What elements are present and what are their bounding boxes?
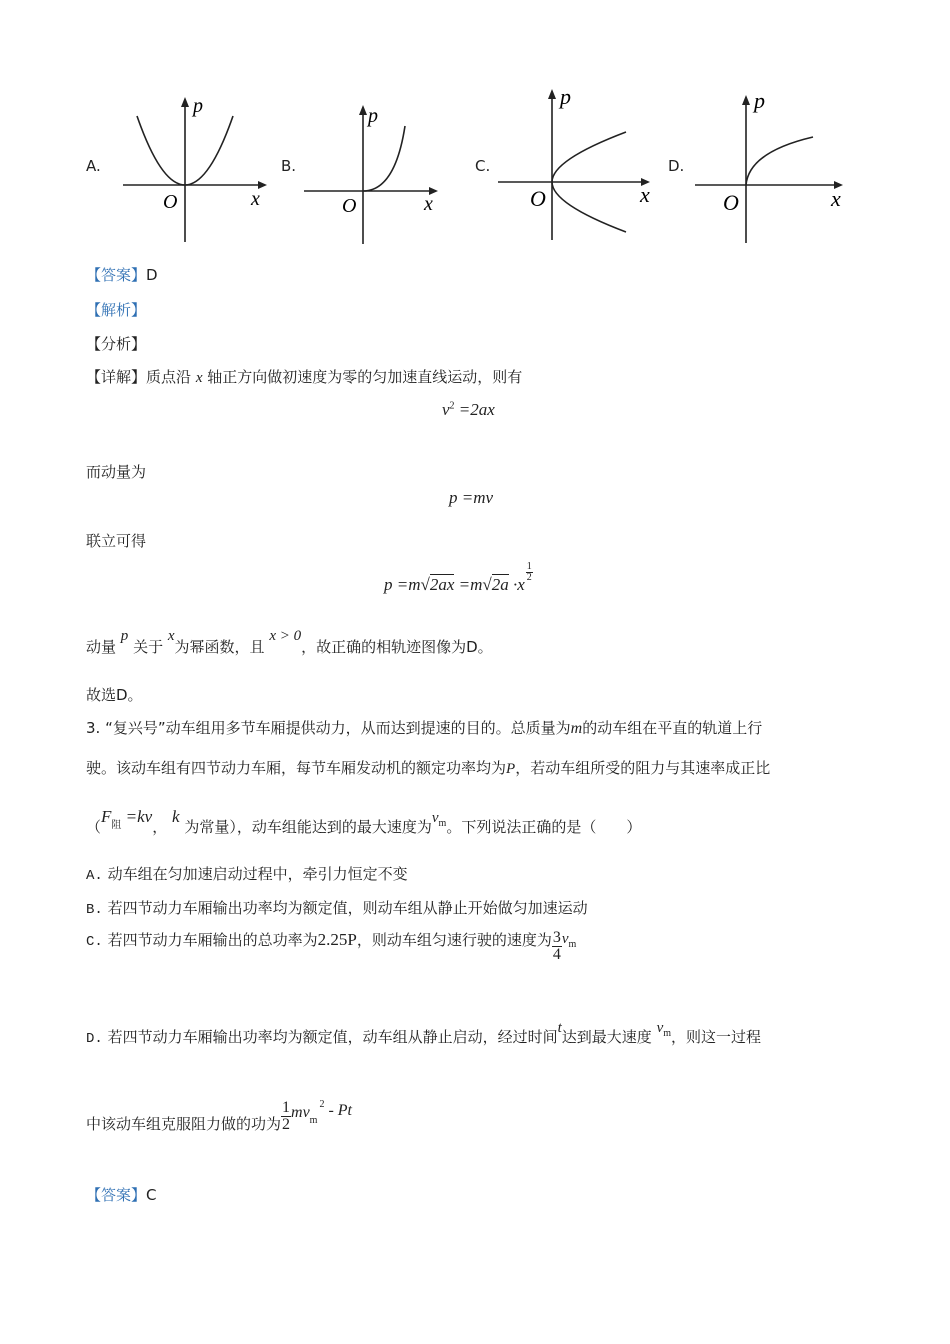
q2-equation-2: p =mv xyxy=(449,488,494,507)
q2-equation-3 xyxy=(384,560,533,597)
q3-stem-line-2 xyxy=(86,757,770,778)
q3-stem-1a: “复兴号”动车组用多节车厢提供动力，从而达到提速的目的。总质量为 xyxy=(105,719,571,737)
graph-a-origin: O xyxy=(163,191,178,213)
q3-option-c xyxy=(86,930,576,963)
eq3-exp-num: 1 xyxy=(526,560,532,572)
graph-a-label: A. xyxy=(86,157,101,175)
q2-detail-pre: 质点沿 xyxy=(146,368,192,386)
option-d-text-a: 若四节动力车厢输出功率均为额定值，动车组从静止启动，经过时间 xyxy=(107,1028,558,1046)
eq1-exp: 2 xyxy=(449,400,455,412)
option-a-label: A. xyxy=(86,868,103,884)
graph-c-origin: O xyxy=(530,186,546,211)
eq3-exp-den: 2 xyxy=(526,571,532,583)
q3-stem-end: 。下列说法正确的是（ ） xyxy=(446,818,642,836)
graph-c xyxy=(496,84,661,242)
graph-d-x-label: x xyxy=(831,186,841,211)
q3-answer-line xyxy=(86,1184,157,1205)
graph-a-x-label: x xyxy=(251,188,260,210)
q3-stem-eq: =kv xyxy=(121,807,153,826)
q2-equation-1 xyxy=(442,400,495,420)
q2-detail-var: x xyxy=(195,370,203,386)
eq1-lhs: v xyxy=(442,400,450,419)
q2-conclusion-line xyxy=(86,624,493,654)
q3-number: 3. xyxy=(86,719,101,737)
q3-option-b xyxy=(86,897,588,918)
q3-option-d-line-2 xyxy=(86,1100,352,1133)
option-c-v: v xyxy=(561,931,569,947)
option-d2-tail: - Pt xyxy=(324,1102,352,1119)
q2-detail-tag: 【详解】 xyxy=(86,368,147,386)
option-d2-sub: m xyxy=(309,1115,318,1126)
q2-detail-line xyxy=(86,366,522,387)
q2-combine-text: 联立可得 xyxy=(86,532,147,550)
graph-b-origin: O xyxy=(342,195,357,217)
graph-b-label: B. xyxy=(281,157,297,175)
option-c-label: C. xyxy=(86,934,103,950)
q3-stem-m: m xyxy=(570,720,583,737)
option-d-vsub: m xyxy=(663,1028,672,1039)
option-d-label: D. xyxy=(86,1031,103,1047)
concl-x: x xyxy=(167,628,175,644)
eq3-b: =m xyxy=(454,575,483,594)
option-d-text-b: 达到最大速度 xyxy=(561,1028,652,1046)
option-b-label: B. xyxy=(86,902,103,918)
graph-d-y-label: p xyxy=(754,90,765,113)
option-d2-den: 2 xyxy=(282,1116,291,1133)
option-c-val: 2.25P xyxy=(317,930,357,949)
eq1-rhs: =2ax xyxy=(454,400,495,419)
q3-stem-v: v xyxy=(431,810,439,826)
graph-a xyxy=(115,92,275,244)
graph-d xyxy=(693,90,853,245)
eq3-a: p =m xyxy=(384,575,421,594)
option-c-num: 3 xyxy=(552,929,561,946)
graph-c-x-label: x xyxy=(640,182,650,207)
concl-4: ，故正确的相轨迹图像为D。 xyxy=(301,638,493,656)
graph-a-y-label: p xyxy=(193,95,203,117)
option-d-t: t xyxy=(557,1020,562,1036)
q2-answer-line xyxy=(86,264,158,285)
graph-c-label: C. xyxy=(475,157,491,175)
q3-stem-vsub: m xyxy=(438,818,447,829)
q2-answer: D xyxy=(146,266,158,284)
option-d2-text: 中该动车组克服阻力做的功为 xyxy=(86,1115,282,1133)
q3-stem-k: k xyxy=(172,807,180,826)
q3-stem-mid: 为常量），动车组能达到的最大速度为 xyxy=(184,818,432,836)
option-b-text: 若四节动力车厢输出功率均为额定值，则动车组从静止开始做匀加速运动 xyxy=(107,899,588,917)
q3-stem-F: F xyxy=(101,807,112,826)
graph-c-y-label: p xyxy=(560,84,571,109)
concl-cond: x > 0 xyxy=(269,628,302,644)
option-d2-exp: 2 xyxy=(319,1099,325,1110)
concl-1: 动量 xyxy=(86,638,117,656)
q3-stem-1b: 的动车组在平直的轨道上行 xyxy=(582,719,763,737)
q2-jiexi-tag: 【解析】 xyxy=(86,301,147,319)
concl-2: 关于 xyxy=(133,638,164,656)
q2-choose: 故选D。 xyxy=(86,686,143,704)
eq3-c: ·x xyxy=(508,575,525,594)
option-c-den: 4 xyxy=(552,946,561,963)
q2-detail-post: 轴正方向做初速度为零的匀加速直线运动，则有 xyxy=(207,368,523,386)
option-d-v: v xyxy=(656,1020,664,1036)
graph-b xyxy=(300,98,450,246)
q3-option-d xyxy=(86,1016,761,1046)
eq3-sqrt1: 2ax xyxy=(429,575,455,594)
option-c-vsub: m xyxy=(568,939,577,950)
q2-answer-tag: 【答案】 xyxy=(86,266,147,284)
graph-d-label: D. xyxy=(668,157,685,175)
option-d2-fraction xyxy=(281,1100,291,1133)
option-c-fraction xyxy=(552,930,562,963)
q2-fenxi-tag: 【分析】 xyxy=(86,335,147,353)
q3-stem-2b: ，若动车组所受的阻力与其速率成正比 xyxy=(515,759,771,777)
q3-stem-line-3 xyxy=(86,806,641,836)
q3-stem-line-1 xyxy=(86,717,762,738)
option-a-text: 动车组在匀加速启动过程中，牵引力恒定不变 xyxy=(107,865,408,883)
graph-b-y-label: p xyxy=(368,105,378,127)
eq3-sqrt2: 2a xyxy=(491,575,509,594)
option-d2-num: 1 xyxy=(282,1099,291,1116)
graph-d-origin: O xyxy=(723,190,739,215)
q3-stem-Fsub: 阻 xyxy=(111,820,122,831)
option-d2-mv: mv xyxy=(291,1104,310,1121)
q3-answer: C xyxy=(146,1186,157,1204)
option-c-text-b: ，则动车组匀速行驶的速度为 xyxy=(356,931,552,949)
concl-p: p xyxy=(120,628,129,644)
graph-b-x-label: x xyxy=(424,193,433,215)
q2-momentum-text: 而动量为 xyxy=(86,463,147,481)
q3-option-a xyxy=(86,863,408,884)
q3-answer-tag: 【答案】 xyxy=(86,1186,147,1204)
q3-stem-P: P xyxy=(506,761,516,777)
eq3-exponent xyxy=(526,562,533,583)
q3-stem-open: （ xyxy=(86,818,102,836)
q3-stem-comma: ， xyxy=(152,818,168,836)
option-c-text-a: 若四节动力车厢输出的总功率为 xyxy=(107,931,318,949)
sqrt-icon: √ xyxy=(420,575,430,594)
concl-3: 为幂函数，且 xyxy=(174,638,265,656)
option-d-text-c: ，则这一过程 xyxy=(671,1028,762,1046)
q3-stem-2a: 驶。该动车组有四节动力车厢，每节车厢发动机的额定功率均为 xyxy=(86,759,507,777)
sqrt-icon: √ xyxy=(482,575,492,594)
